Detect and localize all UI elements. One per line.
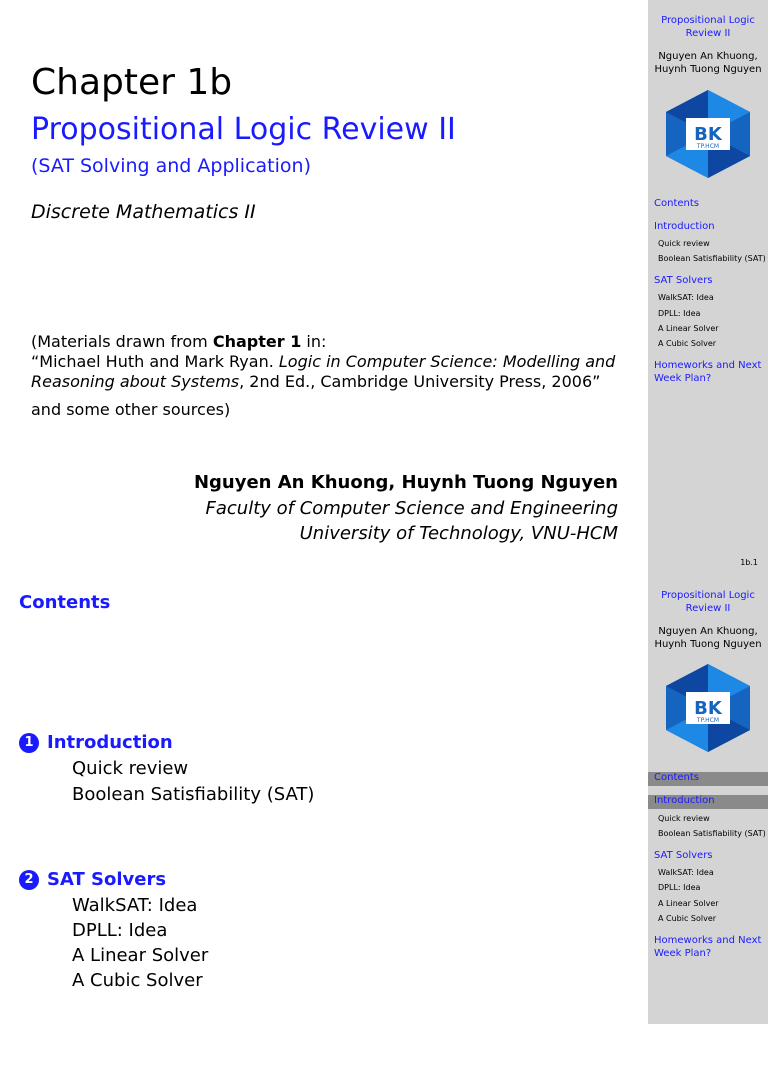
page-number: 1b.1 — [740, 558, 758, 567]
sidebar-subitem[interactable]: A Cubic Solver — [658, 914, 717, 923]
sidebar-item-introduction[interactable]: Introduction — [654, 221, 715, 232]
bk-logo-icon — [662, 662, 754, 754]
sidebar-item-homeworks[interactable]: Homeworks and Next Week Plan? — [654, 360, 762, 384]
sidebar-item-sat-solvers[interactable]: SAT Solvers — [654, 275, 713, 286]
sidebar-subitem[interactable]: Boolean Satisfiability (SAT) — [658, 254, 766, 263]
toc-item[interactable]: A Linear Solver — [72, 945, 209, 966]
presentation-title: Propositional Logic Review II — [31, 112, 456, 147]
materials-line-1: (Materials drawn from Chapter 1 in: — [31, 332, 327, 351]
faculty: Faculty of Computer Science and Engineering — [205, 498, 618, 519]
chapter-label: Chapter 1b — [31, 62, 233, 103]
toc-item[interactable]: A Cubic Solver — [72, 970, 203, 991]
sidebar-subitem[interactable]: Boolean Satisfiability (SAT) — [658, 829, 766, 838]
sidebar-block-2 — [648, 576, 768, 1088]
sidebar-item-sat-solvers[interactable]: SAT Solvers — [654, 850, 713, 861]
toc-item[interactable]: WalkSAT: Idea — [72, 895, 198, 916]
toc-section-introduction[interactable]: 1 Introduction — [19, 732, 173, 753]
sidebar-subitem[interactable]: DPLL: Idea — [658, 309, 701, 318]
sidebar-item-homeworks[interactable]: Homeworks and Next Week Plan? — [654, 935, 762, 959]
svg-text:BK: BK — [694, 124, 722, 145]
materials-line-4: and some other sources) — [31, 400, 231, 419]
presentation-subtitle: (SAT Solving and Application) — [31, 155, 311, 177]
toc-item[interactable]: DPLL: Idea — [72, 920, 168, 941]
sidebar-subitem[interactable]: A Linear Solver — [658, 899, 719, 908]
section-number-badge: 1 — [19, 733, 39, 753]
materials-line-3: Reasoning about Systems, 2nd Ed., Cambridge University Press, 2006” — [31, 372, 601, 391]
materials-line-2: “Michael Huth and Mark Ryan. Logic in Computer Science: Modelling and — [31, 352, 616, 371]
sidebar-subitem[interactable]: Quick review — [658, 814, 710, 823]
sidebar-subitem[interactable]: A Cubic Solver — [658, 339, 717, 348]
sidebar — [648, 0, 768, 1024]
sidebar-subitem[interactable]: WalkSAT: Idea — [658, 868, 714, 877]
toc-item[interactable]: Boolean Satisfiability (SAT) — [72, 784, 315, 805]
course-name: Discrete Mathematics II — [31, 201, 256, 223]
sidebar-subitem[interactable]: Quick review — [658, 239, 710, 248]
sidebar-subitem[interactable]: WalkSAT: Idea — [658, 293, 714, 302]
svg-text:TP.HCM: TP.HCM — [696, 717, 720, 724]
sidebar-subitem[interactable]: A Linear Solver — [658, 324, 719, 333]
bk-logo-icon — [662, 88, 754, 180]
sidebar-authors: Nguyen An Khuong, Huynh Tuong Nguyen — [654, 626, 762, 650]
sidebar-item-introduction[interactable]: Introduction — [648, 795, 768, 809]
sidebar-title[interactable]: Propositional Logic Review II — [661, 590, 755, 614]
authors: Nguyen An Khuong, Huynh Tuong Nguyen — [193, 472, 618, 493]
toc-item[interactable]: Quick review — [72, 758, 189, 779]
sidebar-block-1 — [648, 0, 768, 567]
toc-section-sat-solvers[interactable]: 2 SAT Solvers — [19, 869, 166, 890]
sidebar-title[interactable]: Propositional Logic Review II — [661, 15, 755, 39]
sidebar-subitem[interactable]: DPLL: Idea — [658, 883, 701, 892]
university: University of Technology, VNU-HCM — [299, 523, 618, 544]
sidebar-authors: Nguyen An Khuong, Huynh Tuong Nguyen — [654, 51, 762, 75]
sidebar-item-contents[interactable]: Contents — [648, 772, 768, 786]
sidebar-item-contents[interactable]: Contents — [654, 198, 699, 209]
svg-text:TP.HCM: TP.HCM — [696, 143, 720, 150]
section-number-badge: 2 — [19, 870, 39, 890]
svg-text:BK: BK — [694, 698, 722, 719]
contents-heading: Contents — [19, 592, 111, 613]
